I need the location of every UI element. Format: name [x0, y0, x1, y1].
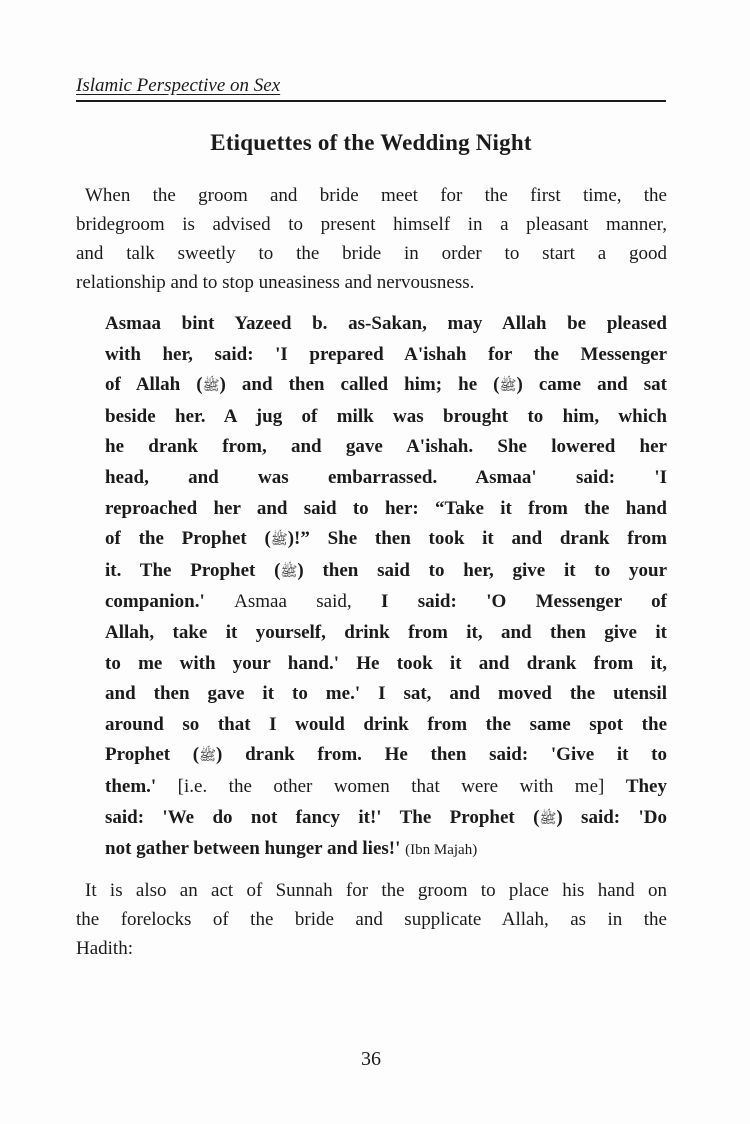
text-segment: Allah, take it yourself, drink from it, and then give it — [105, 621, 667, 643]
text-segment: ) then said to her, give it to your — [297, 559, 667, 581]
section-title: Etiquettes of the Wedding Night — [210, 130, 532, 155]
pbuh-symbol: ﷺ — [499, 378, 517, 395]
text-segment: with her, said: 'I prepared A'ishah for the Messenger — [105, 343, 667, 365]
text-line — [76, 239, 667, 268]
text-line — [105, 556, 667, 588]
text-segment: he drank from, and gave A'ishah. She lowered her — [105, 436, 667, 458]
pbuh-symbol: ﷺ — [270, 532, 288, 549]
text-segment: to me with your hand.' He took it and drank from it, — [105, 652, 667, 674]
text-segment: it. The Prophet ( — [105, 559, 281, 581]
text-line — [105, 340, 667, 371]
intro-paragraph — [76, 181, 667, 297]
text-segment: head, and was embarrassed. Asmaa' said: 'I — [105, 466, 667, 488]
text-line — [105, 432, 667, 463]
text-line — [105, 772, 667, 803]
pbuh-symbol: ﷺ — [199, 748, 217, 765]
text-segment: ) drank from. He then said: 'Give it to — [216, 744, 667, 766]
text-segment: relationship and to stop uneasiness and nervousness. — [76, 272, 475, 293]
text-line — [105, 494, 667, 525]
text-segment: Asmaa said, — [234, 591, 381, 613]
text-line — [76, 181, 667, 210]
text-segment: Asmaa bint Yazeed b. as-Sakan, may Allah be pleased — [105, 313, 667, 334]
text-line — [76, 268, 667, 297]
text-segment: said: 'We do not fancy it!' The Prophet ( — [105, 806, 540, 828]
text-segment: It is also an act of Sunnah for the groom to place his hand on — [85, 880, 667, 901]
text-segment: and talk sweetly to the bride in order to start a good — [76, 243, 667, 264]
pbuh-symbol: ﷺ — [202, 378, 220, 395]
text-line — [105, 803, 667, 835]
text-segment: beside her. A jug of milk was brought to him, which — [105, 405, 667, 427]
text-line — [76, 876, 667, 905]
text-segment: ) and then called him; he ( — [219, 374, 500, 396]
text-segment: the forelocks of the bride and supplicate Allah, as in the — [76, 909, 667, 930]
page-number: 36 — [361, 1048, 381, 1070]
text-segment: of the Prophet ( — [105, 528, 271, 550]
text-line — [105, 370, 667, 402]
pbuh-symbol: ﷺ — [280, 563, 298, 580]
text-line — [105, 587, 667, 618]
text-segment: ) came and sat — [516, 374, 667, 396]
text-segment: ) said: 'Do — [556, 806, 667, 828]
text-segment: [i.e. the other women that were with me] — [177, 775, 626, 797]
running-header — [76, 74, 666, 102]
text-segment: Hadith: — [76, 938, 133, 959]
text-segment: bridegroom is advised to present himself in a pleasant manner, — [76, 214, 667, 235]
text-segment: )!” She then took it and drank from — [287, 528, 667, 550]
book-title: Islamic Perspective on Sex — [76, 75, 281, 96]
text-segment: (Ibn Majah) — [405, 842, 478, 859]
hadith-quote — [105, 309, 667, 866]
text-segment: and then gave it to me.' I sat, and moved the utensil — [105, 683, 667, 705]
text-segment: I said: 'O Messenger of — [381, 591, 667, 613]
text-segment: them.' — [105, 775, 178, 797]
text-line — [105, 740, 667, 772]
text-line — [105, 710, 667, 741]
text-segment: companion.' — [105, 591, 235, 613]
text-line — [105, 618, 667, 649]
text-line — [105, 309, 667, 340]
text-line — [76, 905, 667, 934]
text-segment: of Allah ( — [105, 374, 203, 396]
text-segment: reproached her and said to her: “Take it from the hand — [105, 497, 667, 519]
text-line — [105, 463, 667, 494]
text-segment: around so that I would drink from the same spot the — [105, 713, 667, 735]
text-line — [105, 649, 667, 680]
text-line — [76, 210, 667, 239]
text-segment: When the groom and bride meet for the first time, the — [85, 185, 667, 206]
text-segment: They — [625, 775, 667, 797]
pbuh-symbol: ﷺ — [539, 810, 557, 827]
text-line — [105, 524, 667, 556]
text-line — [105, 402, 667, 433]
text-line — [76, 934, 667, 963]
text-segment: Prophet ( — [105, 744, 200, 766]
text-line — [105, 834, 667, 866]
text-line — [105, 679, 667, 710]
closing-paragraph — [76, 876, 667, 963]
text-segment: not gather between hunger and lies!' — [105, 838, 406, 860]
